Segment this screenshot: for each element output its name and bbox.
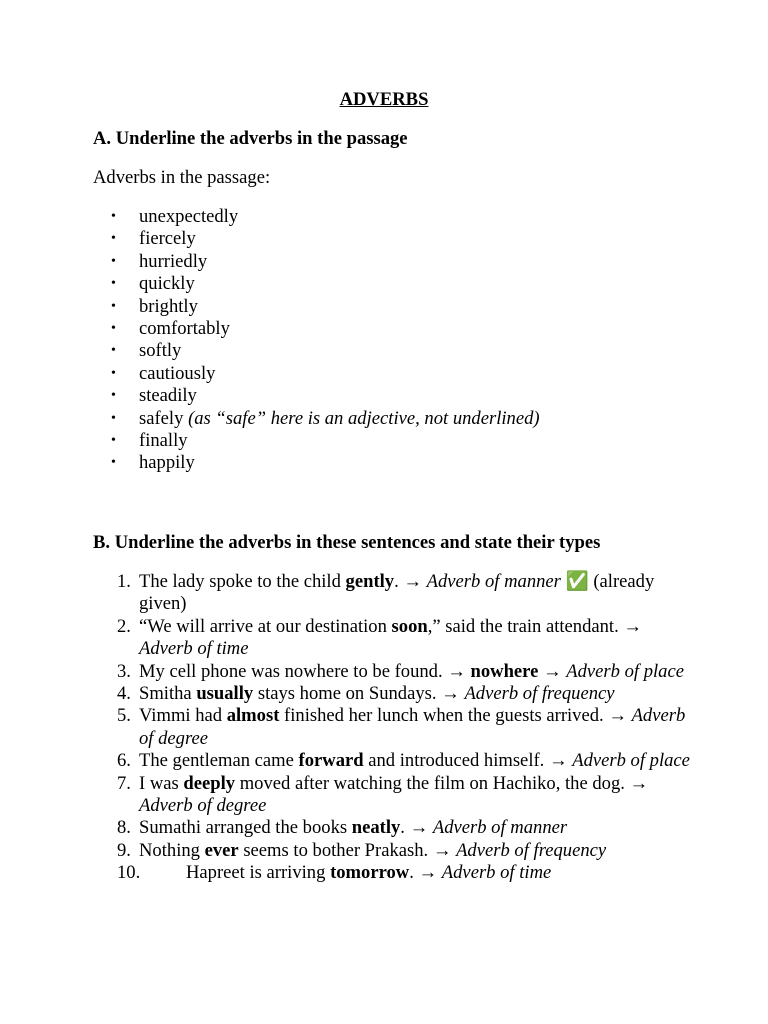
list-item [93, 705, 693, 750]
list-item [111, 430, 540, 452]
adverb-word: comfortably [139, 317, 230, 339]
adverb-word: happily [139, 452, 195, 474]
sentence-tail: ✅ (already given) [139, 571, 655, 615]
list-item [111, 296, 540, 318]
sentence-before: Nothing [139, 839, 205, 861]
item-number: 8. [117, 817, 131, 839]
item-number: 6. [117, 750, 131, 772]
sentence-list [93, 571, 693, 885]
list-item [111, 273, 540, 295]
adverb-word: finally [139, 429, 188, 451]
sentence-after: ,” said the train attendant. → [427, 615, 642, 637]
sentence-before: I was [139, 772, 184, 794]
list-item [111, 452, 540, 474]
list-item [93, 750, 693, 772]
sentence-after: moved after watching the film on Hachiko, the dog. → [235, 772, 649, 794]
sentence-before: The gentleman came [139, 750, 299, 772]
sentence-before: Sumathi arranged the books [139, 817, 352, 839]
list-item [93, 817, 693, 839]
adverb-type: Adverb of frequency [464, 683, 615, 705]
adverb-word: unexpectedly [139, 206, 239, 227]
item-number: 10. [117, 862, 141, 884]
adverb-bold: ever [204, 839, 239, 861]
adverb-type: Adverb of frequency [456, 839, 607, 861]
adverb-bold: almost [226, 705, 280, 727]
list-item [111, 251, 540, 273]
adverb-type: Adverb of time [139, 638, 249, 660]
sentence-before: Smitha [139, 683, 197, 705]
section-b-heading: B. Underline the adverbs in these sentences and state their types [93, 532, 601, 553]
item-number: 5. [117, 705, 131, 727]
adverb-word: fiercely [139, 228, 196, 250]
item-number: 9. [117, 839, 131, 861]
sentence-after: and introduced himself. → [363, 750, 573, 772]
sentence-after: . → [394, 571, 427, 592]
list-item [111, 408, 540, 430]
sentence-after: finished her lunch when the guests arrived. → [279, 705, 632, 727]
list-item [111, 206, 540, 228]
adverb-type: Adverb of place [572, 750, 690, 772]
adverb-type: Adverb of degree [139, 795, 267, 817]
section-a-heading: A. Underline the adverbs in the passage [93, 128, 408, 149]
document-title: ADVERBS [339, 89, 429, 110]
adverb-word: softly [139, 340, 182, 362]
adverb-bold: forward [298, 750, 364, 772]
section-a-intro: Adverbs in the passage: [93, 167, 271, 188]
sentence-before: The lady spoke to the child [139, 571, 346, 592]
adverb-word: cautiously [139, 362, 216, 384]
sentence-before: “We will arrive at our destination [139, 615, 392, 637]
list-item [93, 661, 693, 683]
adverb-word: safely [139, 407, 184, 429]
list-item [93, 571, 693, 616]
adverb-type: Adverb of manner [432, 817, 568, 839]
list-item [111, 228, 540, 250]
sentence-before: Hapreet is arriving [186, 862, 331, 884]
adverb-bullet-list [111, 206, 540, 475]
adverb-type: Adverb of time [441, 862, 552, 884]
adverb-word: quickly [139, 273, 195, 295]
item-number: 3. [117, 660, 131, 682]
item-number: 2. [117, 615, 131, 637]
adverb-type: Adverb of place [566, 660, 684, 682]
adverb-word: steadily [139, 385, 197, 407]
sentence-after: . → [400, 817, 433, 839]
item-number: 4. [117, 683, 131, 705]
adverb-type: Adverb of manner [426, 571, 561, 592]
item-number: 1. [117, 571, 131, 592]
list-item [93, 773, 693, 818]
adverb-note: (as “safe” here is an adjective, not underlined) [188, 407, 540, 429]
list-item [93, 616, 693, 661]
adverb-bold: neatly [351, 817, 401, 839]
adverb-bold: usually [196, 683, 254, 705]
adverb-bold: nowhere [470, 660, 539, 682]
adverb-bold: tomorrow [330, 862, 410, 884]
adverb-type: Adverb of degree [139, 705, 686, 749]
adverb-bold: soon [391, 615, 428, 637]
adverb-word: brightly [139, 295, 198, 317]
sentence-before: My cell phone was nowhere to be found. → [139, 660, 471, 682]
list-item [93, 683, 693, 705]
sentence-after: → [538, 660, 567, 682]
list-item [93, 840, 693, 862]
list-item [111, 363, 540, 385]
list-item [111, 318, 540, 340]
adverb-bold: gently [345, 571, 395, 592]
sentence-after: stays home on Sundays. → [253, 683, 465, 705]
item-number: 7. [117, 772, 131, 794]
list-item [111, 340, 540, 362]
adverb-bold: deeply [183, 772, 236, 794]
list-item [111, 385, 540, 407]
adverb-word: hurriedly [139, 250, 208, 272]
sentence-before: Vimmi had [139, 705, 227, 727]
sentence-after: seems to bother Prakash. → [238, 839, 457, 861]
list-item [93, 862, 693, 884]
sentence-after: . → [409, 862, 442, 884]
